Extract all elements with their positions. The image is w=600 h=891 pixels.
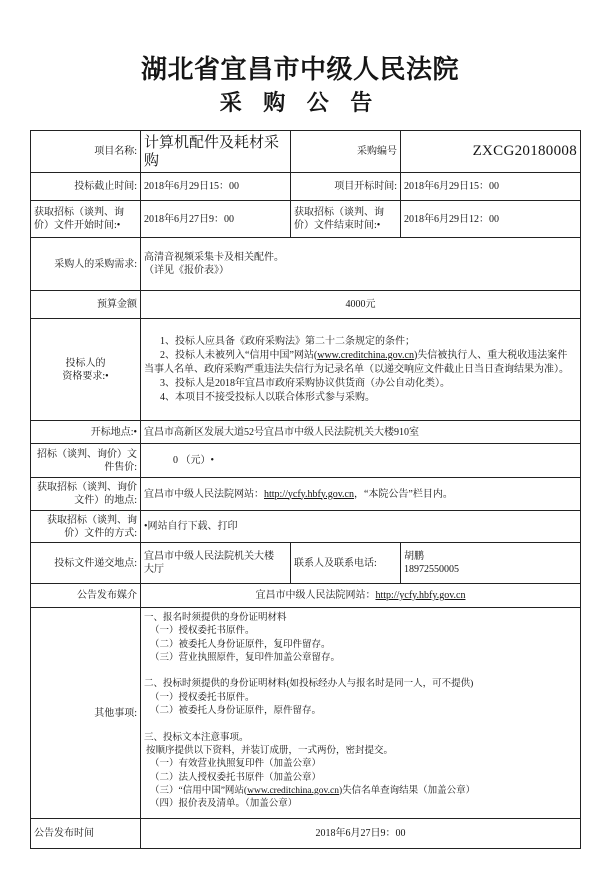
qualification-item: 3、投标人是2018年宜昌市政府采购协议供货商（办公自动化类）。 [160, 377, 450, 389]
section-heading: 二、投标时须提供的身份证明材料(如投标经办人与报名时是同一人，可不提供) [144, 679, 474, 690]
qualification-label [34, 357, 137, 383]
doc-price: 0 （元）• [173, 455, 215, 466]
submission-place-cell [141, 543, 291, 584]
bid-deadline: 2018年6月29日15：00 [144, 181, 239, 192]
project-name-label: 项目名称: [94, 146, 137, 157]
qualification-item: 4、本项目不接受投标人以联合体形式参与采购。 [160, 391, 375, 403]
requirement-text [144, 251, 577, 277]
budget-amount: 4000元 [345, 299, 376, 310]
other-section [144, 732, 577, 812]
creditchina-link[interactable]: www.creditchina.gov.cn [247, 785, 339, 796]
media-text: 宜昌市中级人民法院网站： [255, 590, 376, 601]
publish-time: 2018年6月27日9：00 [315, 828, 406, 839]
media-cell [141, 584, 581, 608]
doc-start-label-cell [31, 201, 141, 238]
other-matters-list [144, 612, 577, 811]
doc-place-text: 宜昌市中级人民法院网站： [144, 488, 264, 500]
requirement-label-cell [31, 238, 141, 291]
opening-place-label: 开标地点:• [90, 426, 137, 438]
publish-time-cell [141, 819, 581, 849]
opening-place-label-cell [31, 421, 141, 444]
procurement-number-label-cell [291, 131, 401, 173]
doc-start-label: 获取招标（谈判、询价）文件开始时间:• [34, 207, 124, 231]
doc-end-label: 获取招标（谈判、询价）文件结束时间:• [294, 207, 384, 231]
qualification-list [144, 335, 577, 405]
other-label-cell [31, 608, 141, 819]
other-label: 其他事项: [94, 707, 137, 719]
procurement-number-label: 采购编号 [357, 146, 397, 157]
section-note: 按顺序提供以下资料，并装订成册，一式两份，密封提交。 [146, 745, 394, 756]
qualification-item: 1、投标人应具备《政府采购法》第二十二条规定的条件； [160, 335, 415, 347]
announcement-title: 采 购 公 告 [219, 90, 381, 115]
requirement-label: 采购人的采购需求: [54, 258, 137, 270]
submission-place-label-cell [31, 543, 141, 584]
budget-cell [141, 291, 581, 319]
doc-method-label-cell [31, 511, 141, 543]
submission-place-label: 投标文件递交地点: [54, 557, 137, 569]
court-name-title: 湖北省宜昌市中级人民法院 [140, 55, 459, 84]
doc-place-cell [141, 478, 581, 511]
project-name-cell [141, 131, 291, 173]
project-name: 计算机配件及耗材采购 [144, 134, 280, 169]
section-heading: 三、投标文本注意事项。 [144, 732, 249, 743]
budget-label-cell [31, 291, 141, 319]
requirement-line: （详见《报价表》） [144, 265, 229, 276]
doc-start-cell [141, 201, 291, 238]
section-item: （一）授权委托书原件。 [150, 626, 255, 637]
requirement-line: 高清音视频采集卡及相关配件。 [144, 252, 284, 263]
media-label: 公告发布媒介 [77, 590, 137, 601]
procurement-number-cell [401, 131, 581, 173]
contact-phone: 18972550005 [404, 564, 459, 575]
doc-method-cell [141, 511, 581, 543]
qualification-label-line: 投标人的 [65, 357, 106, 369]
qualification-label-cell [31, 319, 141, 421]
creditchina-link[interactable]: www.creditchina.gov.cn [317, 349, 414, 361]
contact-info [404, 550, 577, 576]
bid-deadline-label: 投标截止时间: [74, 181, 137, 192]
doc-method-label: 获取招标（谈判、询价）文件的方式: [47, 514, 137, 539]
doc-price-cell [141, 444, 581, 478]
budget-label: 预算金额 [97, 299, 137, 310]
section-item: （三）营业执照原件，复印件加盖公章留存。 [150, 652, 341, 663]
other-section [144, 612, 577, 665]
section-item: （二）法人授权委托书原件（加盖公章） [150, 772, 322, 783]
media-value [144, 589, 577, 602]
bid-opening-label: 项目开标时间: [334, 181, 397, 192]
submission-place: 宜昌市中级人民法院机关大楼大厅 [144, 551, 274, 575]
doc-end-time: 2018年6月29日12：00 [404, 213, 499, 225]
doc-method: •网站自行下载、打印 [144, 521, 238, 532]
publish-time-label-cell [31, 819, 141, 849]
qualification-cell [141, 319, 581, 421]
opening-place: 宜昌市高新区发展大道52号宜昌市中级人民法院机关大楼910室 [144, 426, 419, 438]
section-item: （四）报价表及清单。（加盖公章） [150, 799, 298, 810]
announcement-table [30, 130, 581, 849]
section-item: （一）授权委托书原件。 [150, 692, 255, 703]
section-heading: 一、报名时须提供的身份证明材料 [144, 613, 287, 623]
doc-end-label-cell [291, 201, 401, 238]
qualification-item [144, 349, 577, 377]
project-name-label-cell [31, 131, 141, 173]
doc-start-time: 2018年6月27日9：00 [144, 213, 234, 225]
section-item-text: )失信名单查询结果（加盖公章） [339, 785, 476, 796]
doc-end-cell [401, 201, 581, 238]
contact-label: 联系人及联系电话: [294, 557, 377, 569]
doc-place-text: ，“本院公告”栏目内。 [353, 488, 453, 500]
contact-cell [401, 543, 581, 584]
doc-price-label: 招标（谈判、询价）文件售价: [37, 448, 137, 473]
qualification-item-text: 2、投标人未被列入“信用中国”网站( [160, 349, 318, 361]
section-item-text: （三）“信用中国”网站( [150, 785, 248, 796]
doc-price-label-cell [31, 444, 141, 478]
doc-place [144, 488, 577, 501]
contact-name: 胡鹏 [404, 551, 424, 562]
section-item [144, 785, 577, 798]
section-item: （二）被委托人身份证原件，原件留存。 [150, 706, 322, 717]
qualification-label-line: 资格要求:• [62, 370, 109, 382]
court-website-link[interactable]: http://ycfy.hbfy.gov.cn [264, 488, 354, 500]
bid-deadline-cell [141, 173, 291, 201]
procurement-number: ZXCG20180008 [472, 143, 577, 159]
court-website-link[interactable]: http://ycfy.hbfy.gov.cn [375, 590, 466, 601]
bid-deadline-label-cell [31, 173, 141, 201]
other-section [144, 678, 577, 718]
bid-opening-label-cell [291, 173, 401, 201]
doc-place-label-cell [31, 478, 141, 511]
other-matters-cell [141, 608, 581, 819]
doc-place-label: 获取招标（谈判、询价文件）的地点: [37, 482, 137, 506]
opening-place-cell [141, 421, 581, 444]
qualification-item-text: )失信被执行人、重大税收违法案件当事人名单、政府采购严重违法失信行为记录名单（以递交响应文件截止日当日查询结果为准）。 [144, 349, 569, 375]
publish-time-label: 公告发布时间 [34, 828, 94, 839]
media-label-cell [31, 584, 141, 608]
section-item: （一）有效营业执照复印件（加盖公章） [150, 759, 322, 770]
bid-opening-cell [401, 173, 581, 201]
contact-label-cell [291, 543, 401, 584]
bid-opening-time: 2018年6月29日15：00 [404, 181, 499, 192]
section-item: （二）被委托人身份证原件，复印件留存。 [150, 639, 331, 650]
requirement-cell [141, 238, 581, 291]
